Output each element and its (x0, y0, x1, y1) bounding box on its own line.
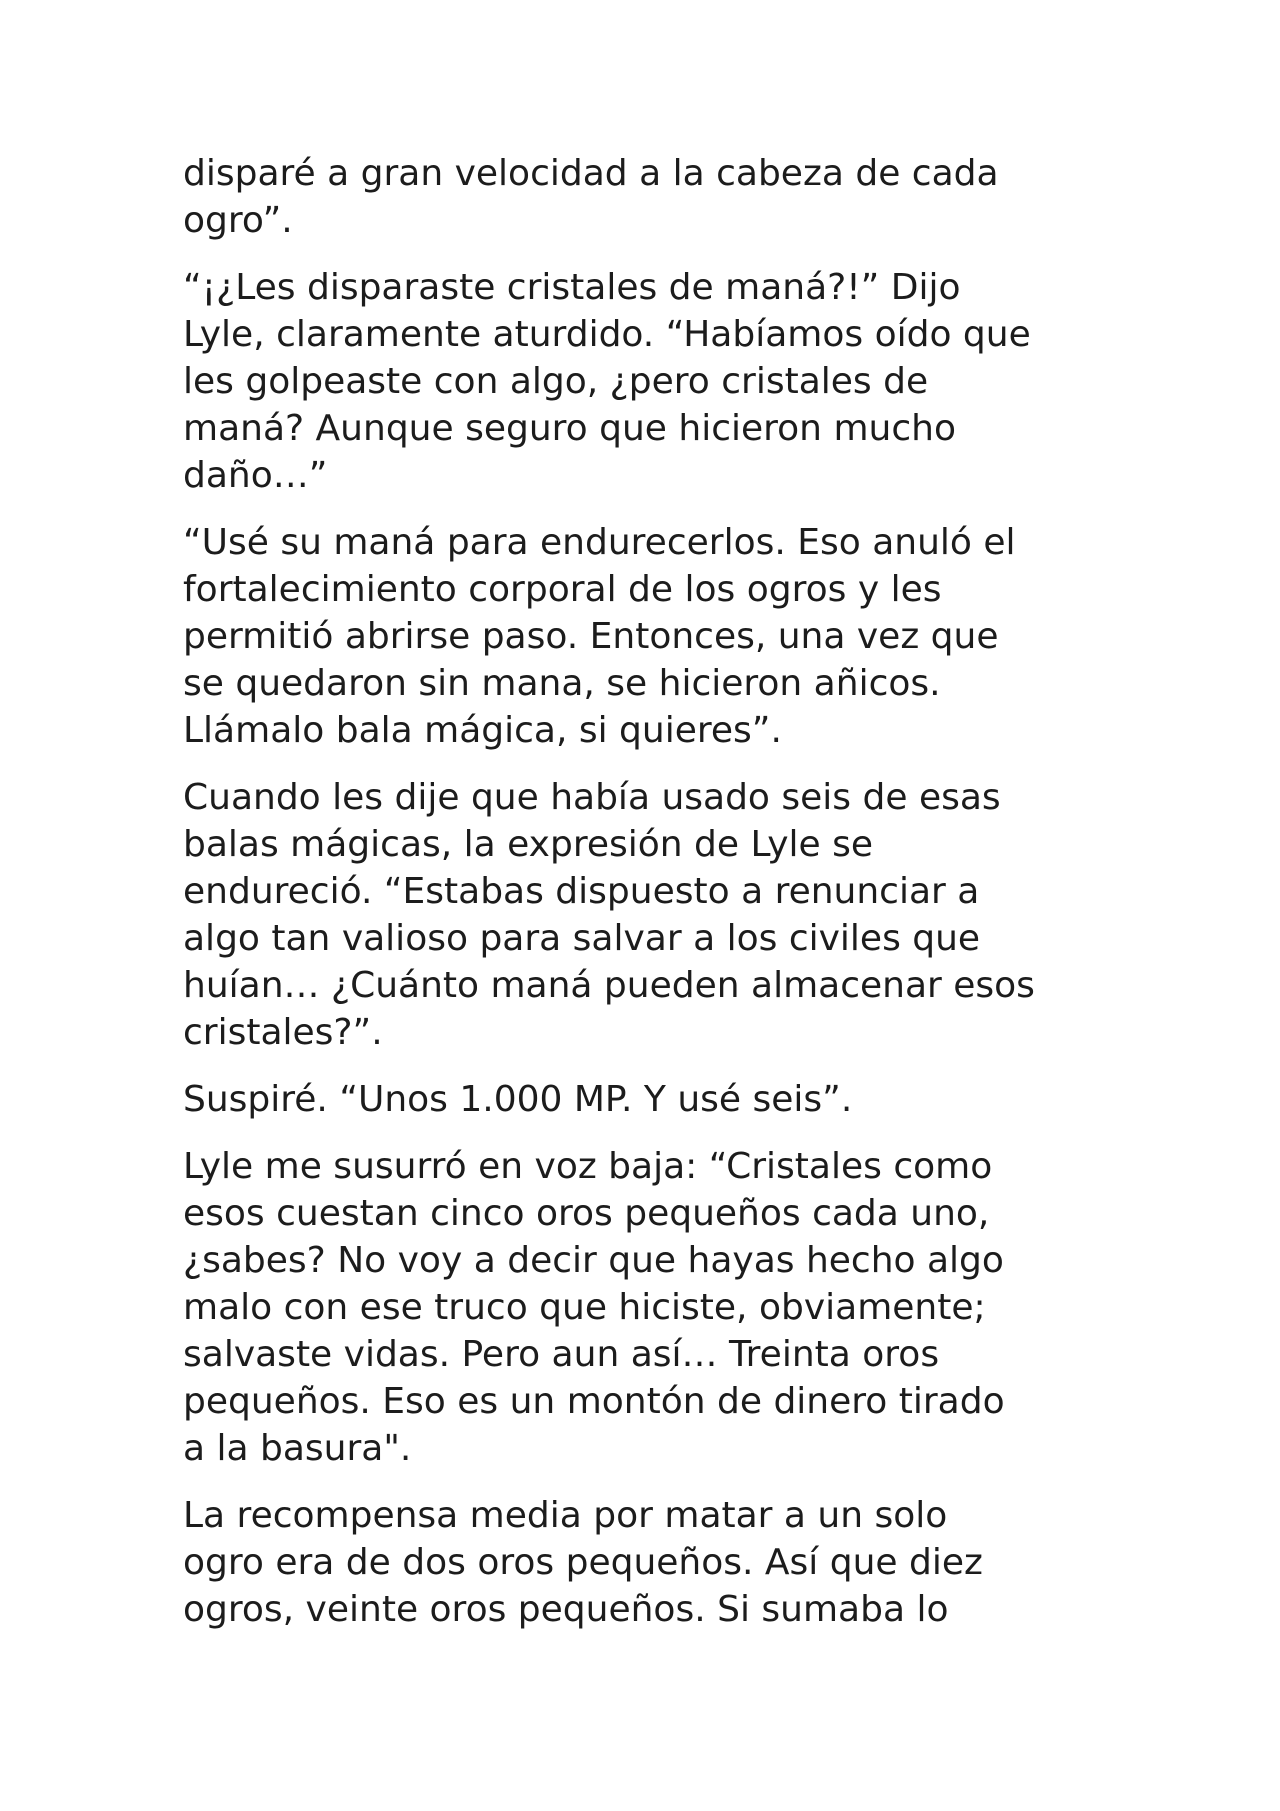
text-line: ogro”. (183, 200, 293, 241)
paragraph-2 (183, 264, 1113, 499)
paragraph-1 (183, 150, 1113, 244)
text-line: huían… ¿Cuánto maná pueden almacenar esos (183, 965, 1035, 1006)
text-line: fortalecimiento corporal de los ogros y les (183, 569, 942, 610)
text-line: Llámalo bala mágica, si quieres”. (183, 710, 782, 751)
text-line: Cuando les dije que había usado seis de esas (183, 777, 1001, 818)
text-line: pequeños. Eso es un montón de dinero tirado (183, 1381, 1005, 1422)
paragraph-4 (183, 774, 1113, 1056)
text-line: permitió abrirse paso. Entonces, una vez que (183, 616, 999, 657)
text-line: balas mágicas, la expresión de Lyle se (183, 824, 874, 865)
text-line: “Usé su maná para endurecerlos. Eso anuló el (183, 522, 1016, 563)
paragraph-5 (183, 1076, 1113, 1123)
text-line: esos cuestan cinco oros pequeños cada uno, (183, 1193, 990, 1234)
text-line: a la basura". (183, 1428, 412, 1469)
text-line: ogros, veinte oros pequeños. Si sumaba lo (183, 1589, 949, 1630)
text-line: ¿sabes? No voy a decir que hayas hecho algo (183, 1240, 1004, 1281)
text-line: malo con ese truco que hiciste, obviamente; (183, 1287, 986, 1328)
text-line: ogro era de dos oros pequeños. Así que diez (183, 1542, 983, 1583)
text-line: “¡¿Les disparaste cristales de maná?!” Dijo (183, 267, 961, 308)
paragraph-7 (183, 1492, 1113, 1633)
text-line: Suspiré. “Unos 1.000 MP. Y usé seis”. (183, 1079, 853, 1120)
text-line: endureció. “Estabas dispuesto a renunciar a (183, 871, 980, 912)
paragraph-6 (183, 1143, 1113, 1472)
text-line: se quedaron sin mana, se hicieron añicos. (183, 663, 941, 704)
paragraph-3 (183, 519, 1113, 754)
text-line: maná? Aunque seguro que hicieron mucho (183, 408, 956, 449)
text-line: salvaste vidas. Pero aun así… Treinta oros (183, 1334, 940, 1375)
text-line: cristales?”. (183, 1012, 383, 1053)
text-line: disparé a gran velocidad a la cabeza de cada (183, 153, 999, 194)
text-line: La recompensa media por matar a un solo (183, 1495, 948, 1536)
text-line: les golpeaste con algo, ¿pero cristales de (183, 361, 929, 402)
text-line: daño…” (183, 455, 328, 496)
body-text (183, 150, 1113, 1653)
text-line: Lyle me susurró en voz baja: “Cristales como (183, 1146, 993, 1187)
text-line: algo tan valioso para salvar a los civiles que (183, 918, 981, 959)
text-line: Lyle, claramente aturdido. “Habíamos oído que (183, 314, 1031, 355)
